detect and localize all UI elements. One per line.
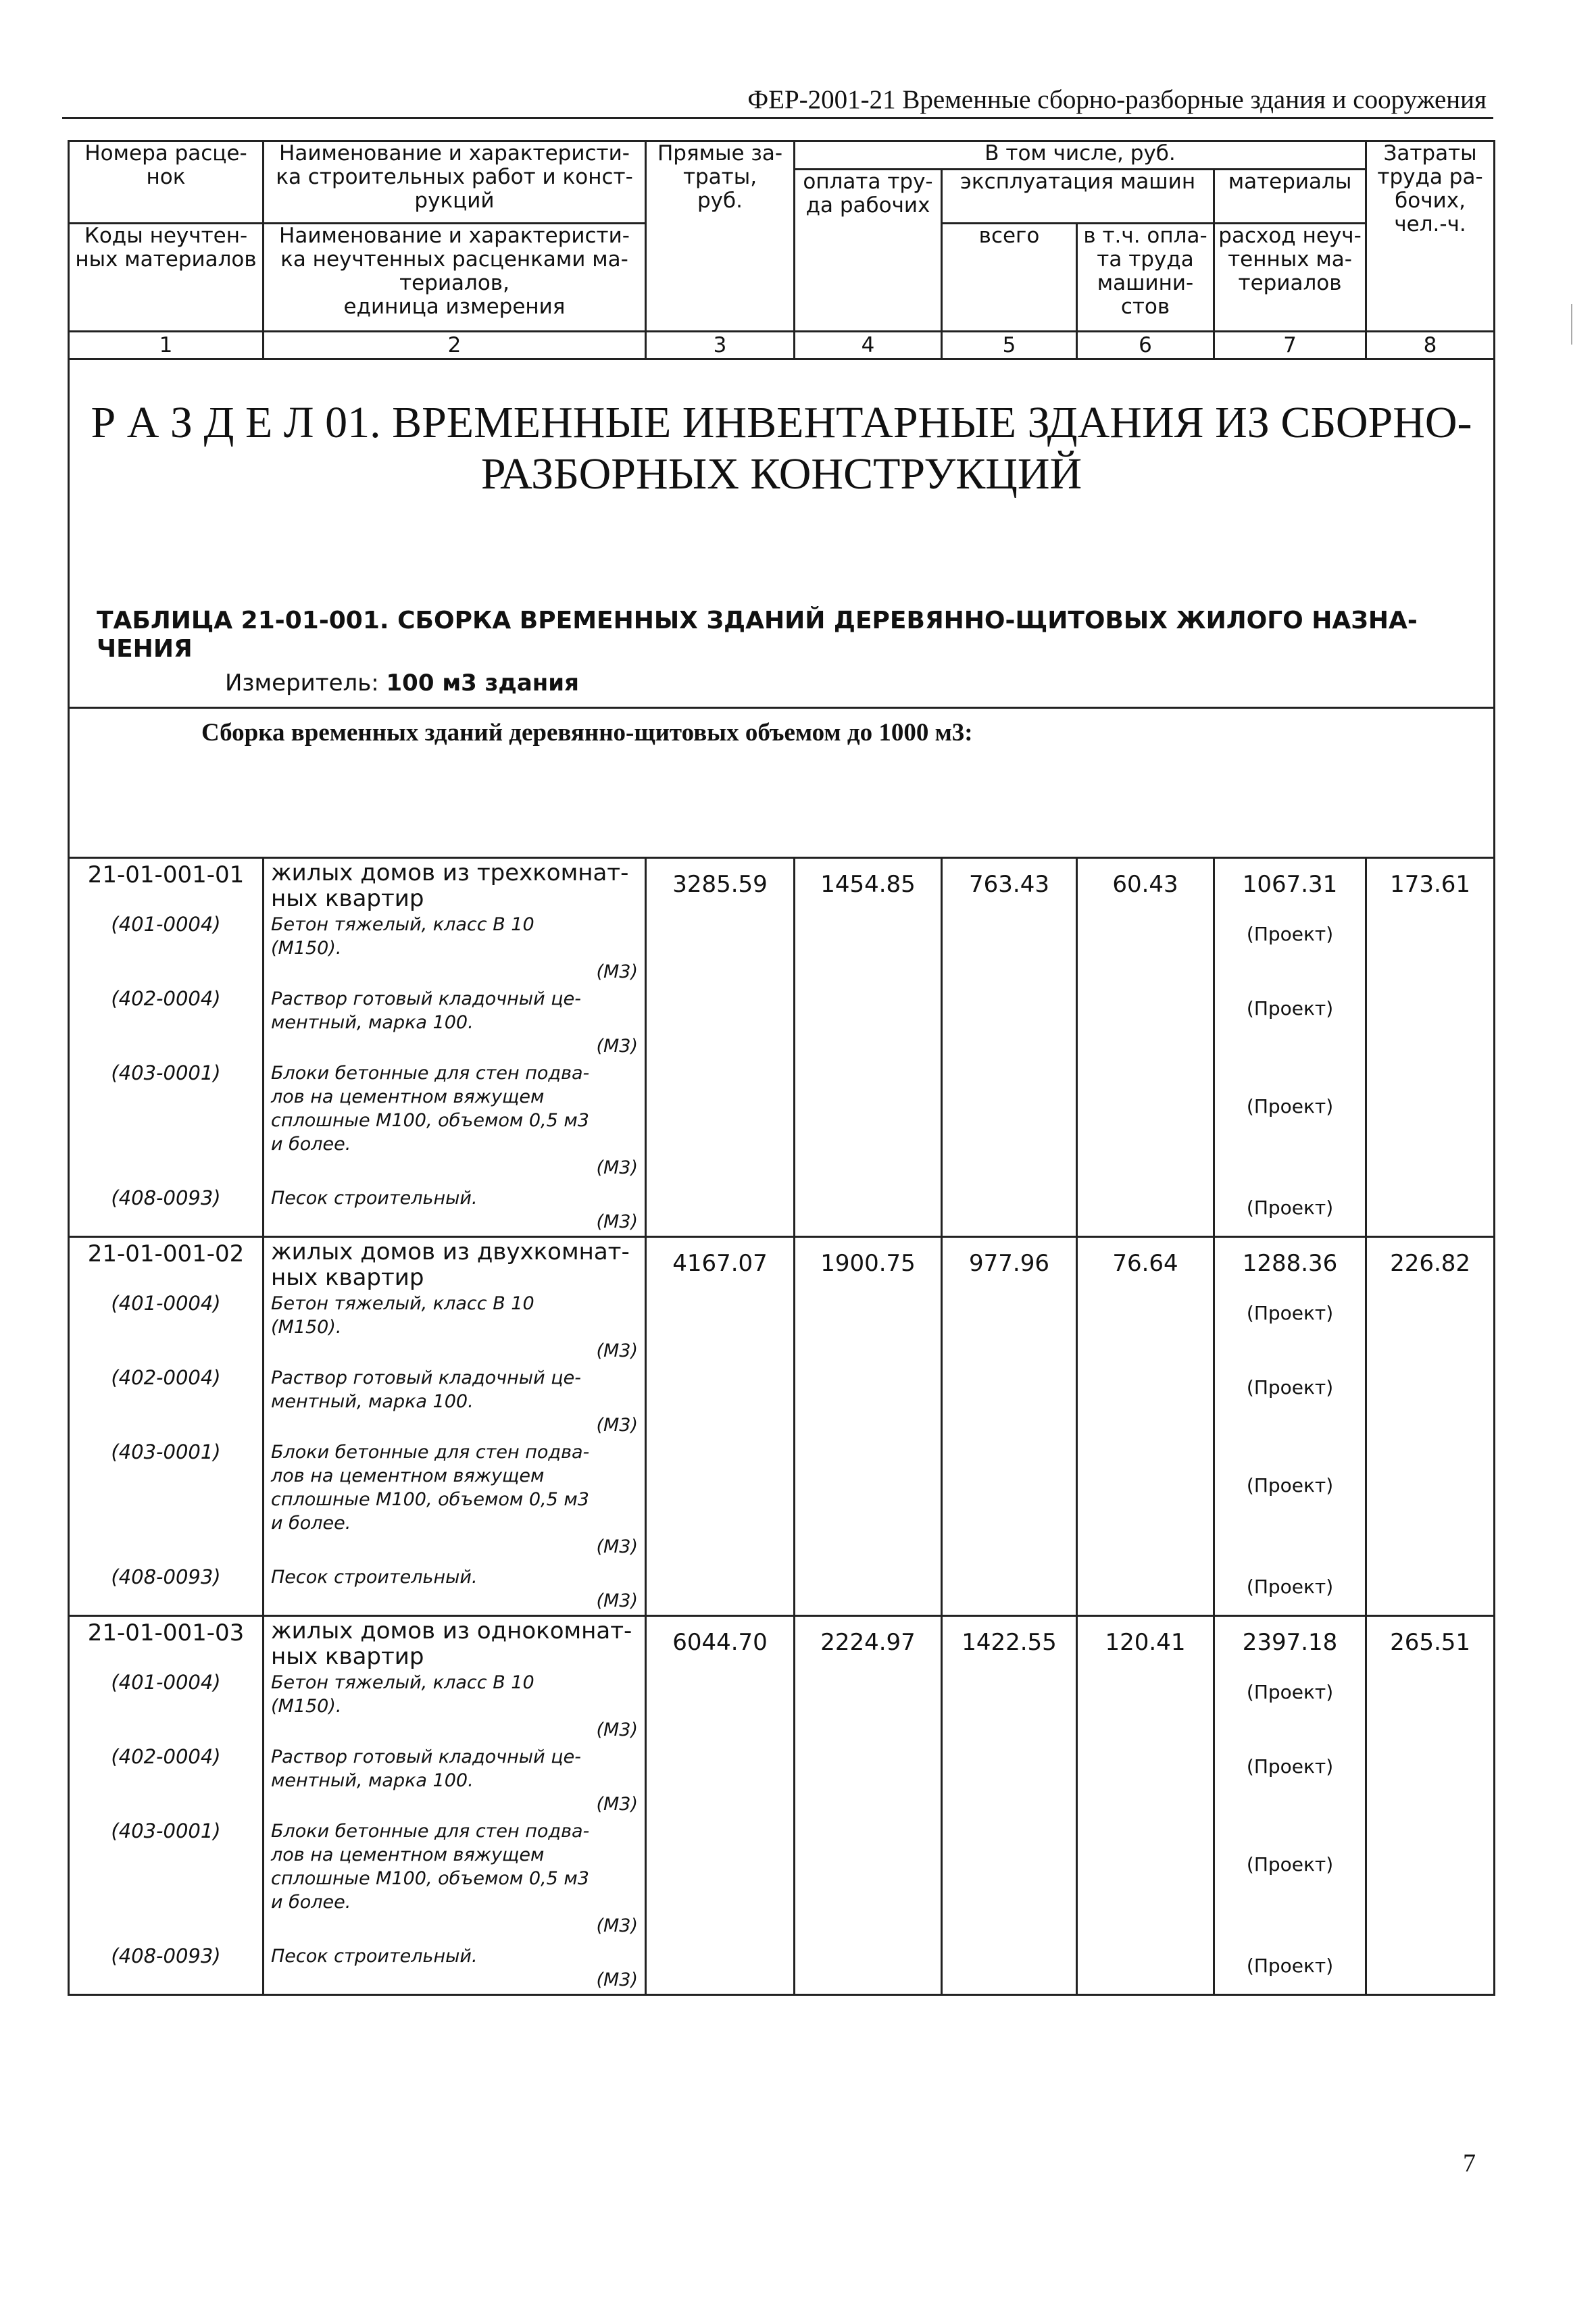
material-desc: Блоки бетонные для стен подва- лов на цементном вяжущем сплошные М100, объемом 0,5 м3 и более. [271, 1821, 590, 1913]
material-unit: (М3) [596, 1969, 638, 1990]
material-desc-block [264, 987, 645, 1058]
material-desc-block [264, 1366, 645, 1437]
material-unit: (М3) [596, 1415, 638, 1436]
column-number: 1 [69, 332, 264, 359]
material-desc: Раствор готовый кладочный це- ментный, марка 100. [271, 1746, 581, 1791]
material-desc-block [264, 1819, 645, 1938]
machines-total: 1422.55 [962, 1629, 1057, 1656]
header-rule [62, 117, 1493, 119]
column-number: 2 [264, 332, 646, 359]
col3-header: Прямые за- траты, руб. [646, 141, 795, 332]
labor-hours-cell [1366, 858, 1495, 1237]
material-quantity: (Проект) [1246, 997, 1334, 1020]
labor-pay-cell [795, 1237, 942, 1616]
material-desc: Блоки бетонные для стен подва- лов на цементном вяжущем сплошные М100, объемом 0,5 м3 и более. [271, 1063, 590, 1155]
material-quantity: (Проект) [1246, 1197, 1334, 1219]
machines-total: 763.43 [969, 871, 1049, 898]
item-desc-cell [264, 1237, 646, 1616]
material-code: (408-0093) [111, 1944, 221, 1967]
col1-header-bottom: Коды неучтен- ных материалов [69, 224, 264, 332]
material-quantity: (Проект) [1246, 1576, 1334, 1598]
machinist-pay: 76.64 [1112, 1250, 1178, 1277]
material-unit: (М3) [596, 1719, 638, 1740]
materials-cell [1214, 1237, 1366, 1616]
table-row [69, 1237, 1495, 1616]
material-unit: (М3) [596, 1794, 638, 1815]
materials-cell [1214, 1616, 1366, 1995]
section-title: Р А З Д Е Л 01. ВРЕМЕННЫЕ ИНВЕНТАРНЫЕ ЗДАНИЯ ИЗ СБОРНО-РАЗБОРНЫХ КОНСТРУКЦИЙ [91, 398, 1472, 499]
machinist-pay-cell [1077, 1237, 1214, 1616]
direct-cost-cell [646, 1616, 795, 1995]
material-desc-block [264, 1440, 645, 1559]
materials-cost: 1067.31 [1242, 871, 1338, 898]
included-header: В том числе, руб. [795, 141, 1366, 170]
material-desc: Бетон тяжелый, класс В 10 (М150). [271, 1672, 534, 1717]
materials-cost: 2397.18 [1242, 1629, 1338, 1656]
measure-unit [225, 670, 579, 697]
material-quantity: (Проект) [1246, 1474, 1334, 1496]
col2-header-bottom: Наименование и характеристи- ка неучтенных расценками ма- териалов, единица измерения [264, 224, 646, 332]
material-code: (401-0004) [111, 1671, 221, 1694]
measure-label: Измеритель: [225, 670, 386, 697]
materials-cell [1214, 858, 1366, 1237]
table-title: ТАБЛИЦА 21-01-001. СБОРКА ВРЕМЕННЫХ ЗДАНИЙ ДЕРЕВЯННО-ЩИТОВЫХ ЖИЛОГО НАЗНА-ЧЕНИЯ [97, 607, 1418, 663]
material-unit: (М3) [596, 1915, 638, 1936]
labor-hours-cell [1366, 1616, 1495, 1995]
material-quantity: (Проект) [1246, 1095, 1334, 1117]
material-unit: (М3) [596, 1536, 638, 1557]
material-quantity: (Проект) [1246, 1853, 1334, 1876]
col7-header: расход неуч- тенных ма- териалов [1214, 224, 1366, 332]
direct-cost-cell [646, 858, 795, 1237]
material-unit: (М3) [596, 1157, 638, 1178]
material-quantity: (Проект) [1246, 1681, 1334, 1703]
material-unit: (М3) [596, 1211, 638, 1232]
column-number: 6 [1077, 332, 1214, 359]
labor-hours: 226.82 [1390, 1250, 1471, 1277]
machines-total-cell [942, 1237, 1077, 1616]
material-quantity: (Проект) [1246, 1755, 1334, 1778]
direct-cost-cell [646, 1237, 795, 1616]
material-code: (401-0004) [111, 913, 221, 936]
materials-header: материалы [1214, 170, 1366, 224]
material-code: (402-0004) [111, 987, 221, 1010]
item-name: жилых домов из однокомнат- ных квартир [271, 1617, 632, 1670]
material-code: (408-0093) [111, 1565, 221, 1588]
direct-cost: 6044.70 [672, 1629, 768, 1656]
measure-value: 100 м3 здания [386, 670, 579, 697]
labor-pay-cell [795, 858, 942, 1237]
machinist-pay-cell [1077, 1616, 1214, 1995]
machines-total-cell [942, 1616, 1077, 1995]
direct-cost: 4167.07 [672, 1250, 768, 1277]
material-desc: Песок строительный. [271, 1946, 478, 1967]
item-code-cell [69, 858, 264, 1237]
col5-header: всего [942, 224, 1077, 332]
material-code: (403-0001) [111, 1440, 221, 1463]
machinist-pay-cell [1077, 858, 1214, 1237]
running-header: ФЕР-2001-21 Временные сборно-разборные здания и сооружения [747, 85, 1487, 114]
material-desc-block [264, 1292, 645, 1363]
material-quantity: (Проект) [1246, 1302, 1334, 1324]
material-quantity: (Проект) [1246, 1376, 1334, 1399]
page-number: 7 [1463, 2149, 1476, 2178]
material-desc-block [264, 1671, 645, 1742]
item-name: жилых домов из двухкомнат- ных квартир [271, 1238, 630, 1291]
rates-table-wrapper [68, 140, 1493, 1996]
labor-hours: 265.51 [1390, 1629, 1471, 1656]
table-row [69, 1616, 1495, 1995]
section-block [69, 359, 1495, 858]
col2-header-top: Наименование и характеристи- ка строительных работ и конст- рукций [264, 141, 646, 224]
group-title: Сборка временных зданий деревянно-щитовых объемом до 1000 м3: [201, 719, 973, 747]
material-desc-block [264, 1061, 645, 1180]
material-desc: Блоки бетонные для стен подва- лов на цементном вяжущем сплошные М100, объемом 0,5 м3 и более. [271, 1442, 590, 1534]
item-name: жилых домов из трехкомнат- ных квартир [271, 859, 629, 912]
scan-margin-mark [1571, 304, 1572, 345]
material-unit: (М3) [596, 1036, 638, 1057]
machines-header: эксплуатация машин [942, 170, 1214, 224]
material-desc-block [264, 1944, 645, 1992]
material-code: (402-0004) [111, 1745, 221, 1768]
material-desc: Бетон тяжелый, класс В 10 (М150). [271, 914, 534, 959]
item-desc-cell [264, 1616, 646, 1995]
item-code-cell [69, 1237, 264, 1616]
table-row [69, 858, 1495, 1237]
item-code-cell [69, 1616, 264, 1995]
direct-cost: 3285.59 [672, 871, 768, 898]
material-code: (402-0004) [111, 1366, 221, 1389]
material-desc-block [264, 1186, 645, 1234]
machines-total-cell [942, 858, 1077, 1237]
col1-header-top: Номера расце- нок [69, 141, 264, 224]
col4-header: оплата тру- да рабочих [795, 170, 942, 332]
labor-hours-cell [1366, 1237, 1495, 1616]
material-desc-block [264, 1745, 645, 1816]
column-number: 8 [1366, 332, 1495, 359]
item-desc-cell [264, 858, 646, 1237]
material-desc: Раствор готовый кладочный це- ментный, марка 100. [271, 988, 581, 1033]
material-unit: (М3) [596, 1340, 638, 1361]
item-code: 21-01-001-02 [87, 1240, 245, 1267]
labor-pay: 1454.85 [820, 871, 916, 898]
column-number: 7 [1214, 332, 1366, 359]
labor-pay-cell [795, 1616, 942, 1995]
materials-cost: 1288.36 [1242, 1250, 1338, 1277]
material-desc: Песок строительный. [271, 1188, 478, 1209]
machines-total: 977.96 [969, 1250, 1049, 1277]
material-quantity: (Проект) [1246, 923, 1334, 945]
column-number: 4 [795, 332, 942, 359]
col6-header: в т.ч. опла- та труда машини- стов [1077, 224, 1214, 332]
column-number: 3 [646, 332, 795, 359]
material-unit: (М3) [596, 1590, 638, 1611]
labor-hours: 173.61 [1390, 871, 1471, 898]
machinist-pay: 120.41 [1105, 1629, 1186, 1656]
material-unit: (М3) [596, 961, 638, 982]
material-desc-block [264, 1565, 645, 1613]
material-code: (408-0093) [111, 1186, 221, 1209]
rates-table [68, 140, 1495, 1996]
labor-pay: 1900.75 [820, 1250, 916, 1277]
machinist-pay: 60.43 [1112, 871, 1178, 898]
material-desc-block [264, 913, 645, 984]
material-code: (401-0004) [111, 1292, 221, 1315]
labor-pay: 2224.97 [820, 1629, 916, 1656]
material-code: (403-0001) [111, 1061, 221, 1084]
item-code: 21-01-001-03 [87, 1619, 245, 1646]
col8-header: Затраты труда ра- бочих, чел.-ч. [1366, 141, 1495, 332]
material-code: (403-0001) [111, 1819, 221, 1842]
material-desc: Раствор готовый кладочный це- ментный, марка 100. [271, 1367, 581, 1412]
section-divider [70, 707, 1493, 709]
material-quantity: (Проект) [1246, 1955, 1334, 1977]
material-desc: Песок строительный. [271, 1567, 478, 1588]
item-code: 21-01-001-01 [87, 861, 245, 888]
material-desc: Бетон тяжелый, класс В 10 (М150). [271, 1293, 534, 1338]
column-number: 5 [942, 332, 1077, 359]
